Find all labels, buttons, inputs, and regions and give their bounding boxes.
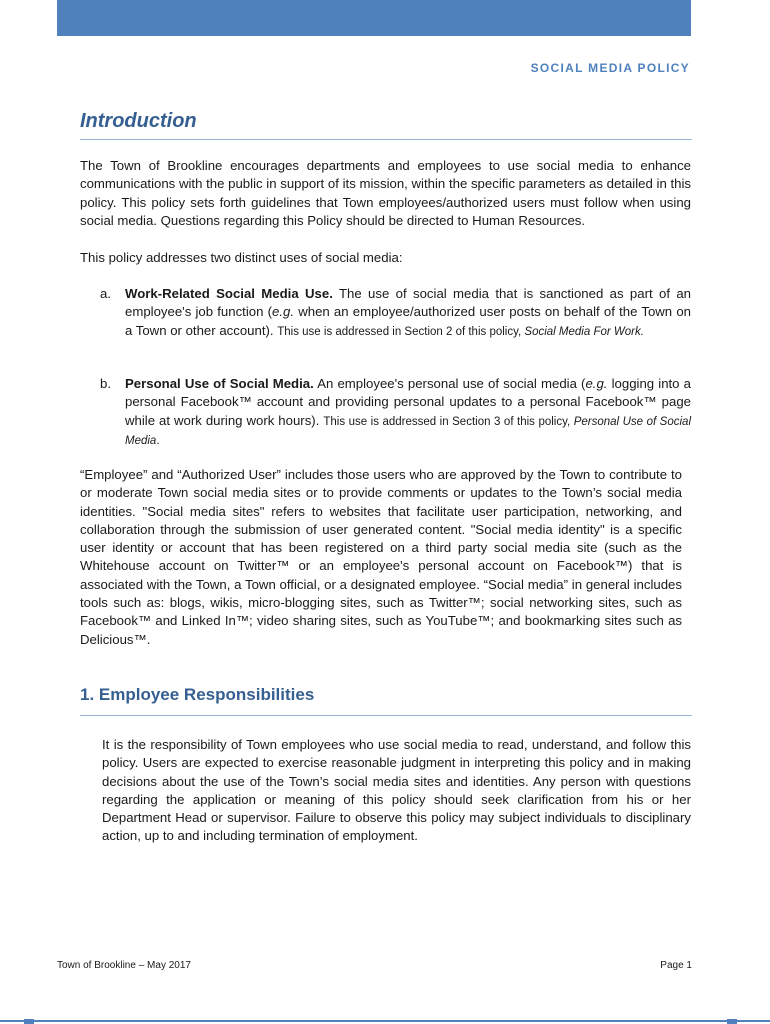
introduction-heading: Introduction xyxy=(80,110,692,140)
footer-mark-left xyxy=(24,1019,34,1024)
document-title: SOCIAL MEDIA POLICY xyxy=(530,61,690,75)
list-marker: a. xyxy=(100,286,111,301)
list-marker: b. xyxy=(100,376,111,391)
list-item-text: Work-Related Social Media Use. The use of social media that is sanctioned as part of an employee's job function (e.g. when an employee/authorized user posts on behalf of the Town on a Town or other account). This use is addressed in Section 2 of this policy, Social Media For Work. xyxy=(125,286,691,338)
list-item-text: Personal Use of Social Media. An employee's personal use of social media (e.g. logging into a personal Facebook™ account and providing personal updates to a personal Facebook™ page while at work during work hours). This use is addressed in Section 3 of this policy, Personal Use of Social Media. xyxy=(125,376,691,447)
footer-mark-right xyxy=(727,1019,737,1024)
footer-date: Town of Brookline – May 2017 xyxy=(57,960,191,971)
responsibilities-paragraph: It is the responsibility of Town employees who use social media to read, understand, and follow this policy. Users are expected to exercise reasonable judgment in interpreting this policy and in making decisions about the use of the Town’s social media sites and identities. Any person with questions regarding the application or meaning of this policy should seek clarification from his or her Department Head or supervisor. Failure to observe this policy may subject individuals to disciplinary action, up to and including termination of employment. xyxy=(102,737,691,844)
section-reference-note: This use is addressed in Section 3 of this policy, Personal Use of Social Media. xyxy=(125,415,691,447)
section-reference-note: This use is addressed in Section 2 of this policy, Social Media For Work. xyxy=(277,325,644,338)
intro-paragraph: The Town of Brookline encourages departments and employees to use social media to enhance communications with the public in support of its mission, within the specific parameters as detailed in this policy. This policy sets forth guidelines that Town employees/authorized users must follow when using social media. Questions regarding this Policy should be directed to Human Resources. xyxy=(80,158,691,228)
section-heading-employee-responsibilities: 1. Employee Responsibilities xyxy=(80,685,692,716)
list-item-title: Work-Related Social Media Use. xyxy=(125,286,333,301)
page-number: Page 1 xyxy=(660,960,692,971)
two-uses-paragraph: This policy addresses two distinct uses of social media: xyxy=(80,250,403,265)
list-item-title: Personal Use of Social Media. xyxy=(125,376,314,391)
header-band xyxy=(57,0,691,36)
footer-rule xyxy=(0,1020,770,1022)
definitions-paragraph: “Employee” and “Authorized User” includes those users who are approved by the Town to contribute to or moderate Town social media sites or to provide comments or updates to the Town’s social media identities. "Social media sites" refers to websites that facilitate user participation, networking, and collaboration through the submission of user generated content. "Social media identity" is a specific user identity or account that has been registered on a third party social media site (such as the Whitehouse account on Twitter™ or an employee's personal account on Facebook™) that is associated with the Town, a Town official, or a designated employee. “Social media” in general includes tools such as: blogs, wikis, micro-blogging sites, such as Twitter™; social networking sites, such as Facebook™ and Linked In™; video sharing sites, such as YouTube™; and bookmarking sites such as Delicious™. xyxy=(80,467,682,647)
